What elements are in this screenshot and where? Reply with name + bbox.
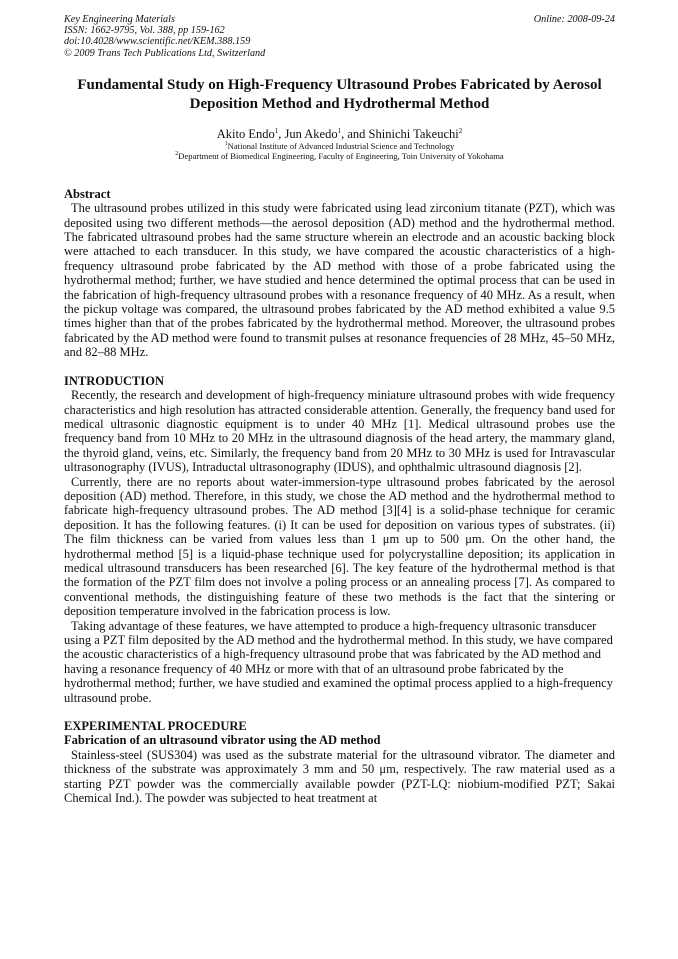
author-affil-sup: 2	[458, 126, 463, 135]
experimental-paragraph-1: Stainless-steel (SUS304) was used as the substrate material for the ultrasound vibrator. The diameter and thickness of the substrate was approximately 3 mm and 50 μm, respectively. The raw material used as a starting PZT powder was the commercially available powder (PZT-LQ: niobium-modified PZT; Sakai Chemical Ind.). The powder was subjected to heat treatment at	[64, 747, 615, 806]
journal-header	[64, 14, 615, 59]
affiliation-sup: 2	[175, 150, 179, 157]
affiliation-1	[64, 141, 615, 151]
affiliation-text: Department of Biomedical Engineering, Faculty of Engineering, Toin University of Yokohama	[178, 150, 504, 161]
affiliation-2	[64, 151, 615, 161]
author-name: Shinichi Takeuchi	[368, 126, 459, 141]
copyright-line: © 2009 Trans Tech Publications Ltd, Switzerland	[64, 47, 266, 59]
introduction-paragraph-1: Recently, the research and development of high-frequency miniature ultrasound probes with wide frequency characteristics and high resolution has attracted considerable attention. Generally, the frequency band used for medical ultrasonic diagnostic equipment is to under 40 MHz [1]. Medical ultrasound probes use the frequency band from 10 MHz to 20 MHz in the ultrasound diagnosis of the head artery, the mammary gland, the thyroid gland, veins, etc. Similarly, the frequency band from 20 MHz to 30 MHz is used for Intravascular ultrasonography (IVUS), Intraductal ultrasonography (IDUS), and ophthalmic ultrasound diagnosis [2].	[64, 388, 615, 475]
author-separator: ,	[278, 126, 285, 141]
author-affil-sup: 1	[274, 126, 279, 135]
doi-line: doi:10.4028/www.scientific.net/KEM.388.159	[64, 36, 251, 48]
author-name: Akito Endo	[216, 126, 275, 141]
abstract-heading: Abstract	[64, 186, 111, 201]
paper-title: Fundamental Study on High-Frequency Ultrasound Probes Fabricated by Aerosol Deposition Method and Hydrothermal Method	[77, 76, 602, 112]
author-list	[64, 127, 615, 141]
experimental-subheading: Fabrication of an ultrasound vibrator using the AD method	[64, 733, 381, 748]
affiliation-sup: 1	[224, 140, 228, 147]
introduction-paragraph-3: Taking advantage of these features, we have attempted to produce a high-frequency ultrasonic transducer using a PZT film deposited by the AD method and the hydrothermal method. In this study, we have compared the acoustic characteristics of a high-frequency ultrasound probe that was fabricated by the AD method and having a resonance frequency of 40 MHz or more with that of an ultrasound probe fabricated by the hydrothermal method; further, we have studied and examined the optimal process applied to a high-frequency ultrasound probe.	[64, 618, 613, 705]
author-separator: , and	[341, 126, 369, 141]
journal-name: Key Engineering Materials	[64, 14, 175, 25]
paper-page	[64, 14, 615, 805]
author-name: Jun Akedo	[284, 126, 338, 141]
experimental-heading: EXPERIMENTAL PROCEDURE	[64, 719, 247, 734]
affiliation-text: National Institute of Advanced Industrial Science and Technology	[227, 140, 455, 151]
author-affil-sup: 1	[337, 126, 342, 135]
issn-line: ISSN: 1662-9795, Vol. 388, pp 159-162	[64, 25, 225, 37]
abstract-text: The ultrasound probes utilized in this study were fabricated using lead zirconium titanate (PZT), which was deposited using two different methods—the aerosol deposition (AD) method and the hydrothermal method. The fabricated ultrasound probes had the same structure wherein an electrode and an acoustic backing block were attached to each transducer. In this study, we have compared the acoustic characteristics of a high-frequency ultrasound probe fabricated by the AD method with those of a probe fabricated using the hydrothermal method; further, we have studied and hence determined the optimal process that can be used in the fabrication of high-frequency ultrasound probes with a resonance frequency of 40 MHz. As a result, when the pickup voltage was compared, the ultrasound probes fabricated by the AD method exhibited a value 9.5 times higher than that of the probes fabricated by the hydrothermal method. Moreover, the ultrasound probes fabricated by the AD method were found to transmit pulses at resonance frequencies of 28 MHz, 45–50 MHz, and 82–88 MHz.	[64, 201, 615, 360]
online-date: Online: 2008-09-24	[533, 14, 615, 25]
introduction-heading: INTRODUCTION	[64, 373, 165, 388]
introduction-paragraph-2: Currently, there are no reports about water-immersion-type ultrasound probes fabricated by the aerosol deposition (AD) method. Therefore, in this study, we chose the AD method and the hydrothermal method to fabricate high-frequency ultrasound probes. The AD method [3][4] is a solid-phase technique for ceramic deposition. It has the following features. (i) It can be used for deposition on various types of substrates. (ii) The film thickness can be varied from values less than 1 μm up to 500 μm. On the other hand, the hydrothermal method [5] is a liquid-phase technique used for polycrystalline deposition; its application in medical ultrasound transducers has been researched [6]. The key feature of the hydrothermal method is that the formation of the PZT film does not involve a poling process or an annealing process [7]. As compared to conventional methods, the distinguishing feature of these two methods is the fact that the sintering or deposition temperature involved in the fabrication process is low.	[64, 474, 615, 619]
